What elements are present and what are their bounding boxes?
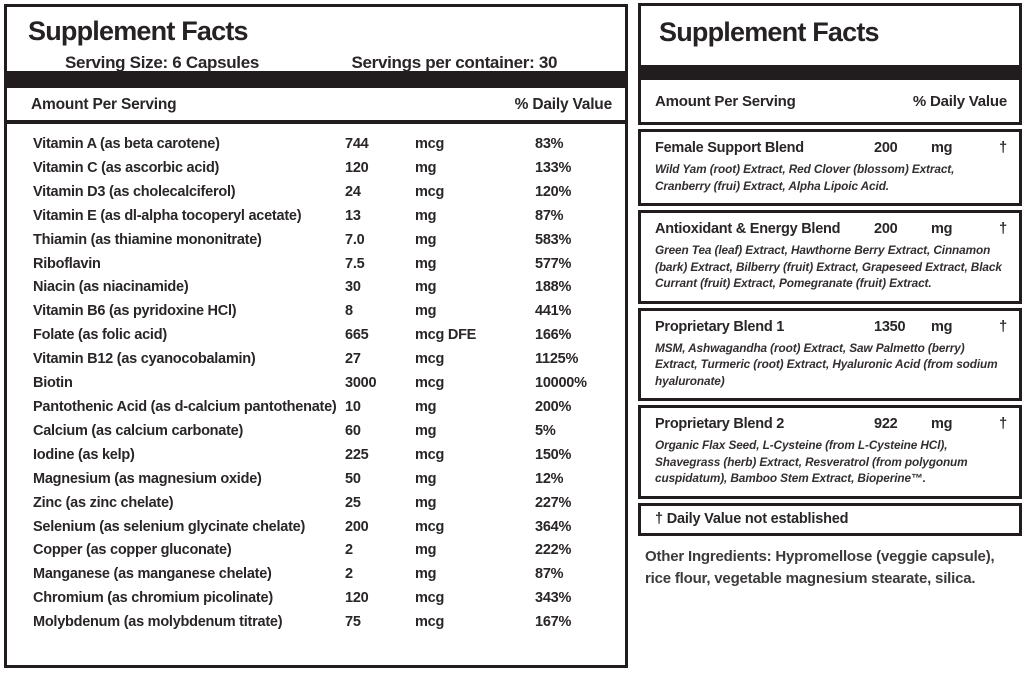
- blend-daily-value-dagger: †: [999, 416, 1007, 432]
- blend-box: [638, 129, 1022, 206]
- nutrient-row: [7, 516, 625, 540]
- blend-amount: 1350: [874, 318, 906, 335]
- nutrient-unit: mcg: [415, 518, 445, 535]
- blend-name: Antioxidant & Energy Blend: [655, 221, 841, 237]
- nutrient-amount: 7.0: [345, 231, 365, 248]
- nutrient-row: [7, 205, 625, 229]
- nutrient-daily-value: 343%: [535, 590, 572, 607]
- blend-amount: 922: [874, 416, 898, 432]
- blend-box: [638, 405, 1022, 499]
- nutrient-row: [7, 492, 625, 516]
- nutrient-amount: 225: [345, 446, 369, 463]
- left-panel-title: Supplement Facts: [28, 16, 248, 46]
- nutrient-daily-value: 150%: [535, 446, 572, 463]
- nutrient-daily-value: 1125%: [535, 351, 579, 368]
- nutrient-name: Biotin: [33, 375, 73, 392]
- nutrient-name: Selenium (as selenium glycinate chelate): [33, 518, 306, 535]
- nutrient-row: [7, 563, 625, 587]
- nutrient-row: [7, 229, 625, 253]
- nutrient-unit: mg: [415, 279, 437, 296]
- blend-amount: 200: [874, 221, 898, 237]
- nutrient-rows: [7, 124, 625, 635]
- divider-bar: [641, 65, 1019, 80]
- nutrient-daily-value: 83%: [535, 136, 564, 152]
- nutrient-amount: 744: [345, 136, 369, 152]
- nutrient-row: [7, 420, 625, 444]
- nutrient-amount: 2: [345, 542, 353, 559]
- left-panel-header: [7, 7, 625, 71]
- nutrient-name: Copper (as copper gluconate): [33, 542, 232, 559]
- nutrient-amount: 2: [345, 566, 353, 583]
- nutrient-daily-value: 87%: [535, 566, 564, 583]
- divider-bar: [7, 71, 625, 88]
- nutrient-amount: 13: [345, 207, 361, 224]
- nutrient-row: [7, 372, 625, 396]
- nutrient-name: Vitamin B12 (as cyanocobalamin): [33, 351, 256, 368]
- nutrient-daily-value: 364%: [535, 518, 572, 535]
- footnote-box: [638, 503, 1022, 536]
- nutrient-name: Molybdenum (as molybdenum titrate): [33, 614, 283, 631]
- nutrient-unit: mg: [415, 566, 437, 583]
- nutrient-daily-value: 222%: [535, 542, 572, 559]
- nutrient-amount: 120: [345, 590, 369, 607]
- servings-per-container-label: Servings per container: 30: [351, 53, 558, 72]
- nutrient-unit: mcg DFE: [415, 327, 477, 344]
- nutrient-name: Vitamin C (as ascorbic acid): [33, 159, 220, 176]
- blend-ingredients: MSM, Ashwagandha (root) Extract, Saw Palmetto (berry) Extract, Turmeric (root) Extract, Hyaluronic Acid (from sodium hyaluronate): [655, 340, 998, 388]
- nutrient-amount: 7.5: [345, 255, 365, 272]
- blend-unit: mg: [931, 140, 953, 156]
- nutrient-row: [7, 300, 625, 324]
- nutrient-name: Thiamin (as thiamine mononitrate): [33, 231, 262, 248]
- nutrient-daily-value: 10000%: [535, 375, 587, 392]
- right-panel-title: Supplement Facts: [659, 17, 879, 47]
- other-ingredients-text: Other Ingredients: Hypromellose (veggie capsule), rice flour, vegetable magnesium stearate, silica.: [645, 547, 995, 587]
- blend-unit: mg: [931, 416, 953, 432]
- serving-info-row: [65, 53, 625, 73]
- blend-unit: mg: [931, 318, 953, 335]
- right-panel: [638, 3, 1022, 590]
- nutrient-unit: mg: [415, 231, 437, 248]
- nutrient-row: [7, 324, 625, 348]
- blend-ingredients: Organic Flax Seed, L-Cysteine (from L-Cysteine HCl), Shavegrass (herb) Extract, Resveratrol (from polygonum cuspidatum), Bamboo Stem Extract, Bioperine™.: [655, 438, 968, 485]
- daily-value-label: % Daily Value: [912, 92, 1007, 110]
- right-column-header: [641, 80, 1019, 122]
- nutrient-name: Vitamin B6 (as pyridoxine HCl): [33, 303, 237, 320]
- nutrient-daily-value: 120%: [535, 183, 572, 200]
- nutrient-unit: mcg: [415, 136, 445, 152]
- nutrient-row: [7, 396, 625, 420]
- nutrient-row: [7, 444, 625, 468]
- nutrient-name: Vitamin D3 (as cholecalciferol): [33, 183, 236, 200]
- nutrient-name: Magnesium (as magnesium oxide): [33, 470, 262, 487]
- nutrient-amount: 25: [345, 494, 361, 511]
- nutrient-unit: mg: [415, 494, 437, 511]
- blend-amount: 200: [874, 140, 898, 156]
- nutrient-unit: mg: [415, 255, 437, 272]
- blend-unit: mg: [931, 221, 953, 237]
- nutrient-name: Folate (as folic acid): [33, 327, 167, 344]
- nutrient-name: Manganese (as manganese chelate): [33, 566, 272, 583]
- nutrient-amount: 27: [345, 351, 361, 368]
- right-panel-header-box: [638, 3, 1022, 125]
- nutrient-name: Calcium (as calcium carbonate): [33, 422, 244, 439]
- blend-header: [655, 140, 1007, 156]
- nutrient-daily-value: 133%: [535, 159, 572, 176]
- nutrient-row: [7, 157, 625, 181]
- nutrient-daily-value: 188%: [535, 279, 572, 296]
- nutrient-amount: 50: [345, 470, 361, 487]
- blend-ingredients: Wild Yam (root) Extract, Red Clover (blossom) Extract, Cranberry (frui) Extract, Alpha Lipoic Acid.: [655, 162, 955, 193]
- nutrient-row: [7, 133, 625, 157]
- nutrient-unit: mg: [415, 207, 437, 224]
- nutrient-daily-value: 441%: [535, 303, 572, 320]
- nutrient-daily-value: 12%: [535, 470, 564, 487]
- nutrient-name: Riboflavin: [33, 255, 101, 272]
- nutrient-amount: 200: [345, 518, 369, 535]
- nutrient-name: Pantothenic Acid (as d-calcium pantothenate): [33, 398, 337, 415]
- nutrient-amount: 24: [345, 183, 361, 200]
- nutrient-unit: mg: [415, 303, 437, 320]
- nutrient-daily-value: 87%: [535, 207, 564, 224]
- blend-box: [638, 308, 1022, 402]
- nutrient-amount: 665: [345, 327, 369, 344]
- nutrient-amount: 75: [345, 614, 361, 631]
- nutrient-row: [7, 253, 625, 277]
- left-panel: [4, 4, 628, 668]
- nutrient-unit: mg: [415, 470, 437, 487]
- nutrient-name: Niacin (as niacinamide): [33, 279, 189, 296]
- nutrient-name: Chromium (as chromium picolinate): [33, 590, 273, 607]
- nutrient-daily-value: 227%: [535, 494, 572, 511]
- nutrient-amount: 60: [345, 422, 361, 439]
- blend-header: [655, 221, 1007, 237]
- daily-value-label: % Daily Value: [514, 96, 612, 113]
- nutrient-row: [7, 468, 625, 492]
- nutrient-amount: 30: [345, 279, 361, 296]
- nutrient-unit: mg: [415, 159, 437, 176]
- blend-list: [638, 129, 1022, 499]
- blend-name: Proprietary Blend 1: [655, 318, 785, 335]
- nutrient-name: Zinc (as zinc chelate): [33, 494, 174, 511]
- nutrient-row: [7, 348, 625, 372]
- nutrient-row: [7, 587, 625, 611]
- nutrient-row: [7, 611, 625, 635]
- nutrient-name: Vitamin E (as dl-alpha tocoperyl acetate): [33, 207, 302, 224]
- nutrient-daily-value: 200%: [535, 398, 572, 415]
- blend-header: [655, 416, 1007, 432]
- nutrient-unit: mcg: [415, 183, 445, 200]
- nutrient-unit: mcg: [415, 590, 445, 607]
- nutrient-name: Iodine (as kelp): [33, 446, 135, 463]
- blend-daily-value-dagger: †: [999, 140, 1007, 156]
- nutrient-row: [7, 276, 625, 300]
- nutrient-amount: 10: [345, 398, 361, 415]
- blend-box: [638, 210, 1022, 304]
- nutrient-amount: 3000: [345, 375, 377, 392]
- nutrient-row: [7, 539, 625, 563]
- nutrient-unit: mg: [415, 422, 437, 439]
- blend-ingredients: Green Tea (leaf) Extract, Hawthorne Berry Extract, Cinnamon (bark) Extract, Bilberry (fruit) Extract, Grapeseed Extract, Black Currant (fruit) Extract, Pomegranate (fruit) Extract.: [655, 243, 1002, 290]
- nutrient-daily-value: 583%: [535, 231, 572, 248]
- blend-daily-value-dagger: †: [999, 221, 1007, 237]
- serving-size-label: Serving Size: 6 Capsules: [65, 53, 260, 72]
- blend-header: [655, 319, 1007, 335]
- nutrient-unit: mg: [415, 542, 437, 559]
- nutrient-amount: 120: [345, 159, 369, 176]
- nutrient-unit: mcg: [415, 446, 445, 463]
- amount-per-serving-label: Amount Per Serving: [31, 96, 177, 113]
- nutrient-unit: mcg: [415, 351, 445, 368]
- amount-per-serving-label: Amount Per Serving: [655, 92, 796, 110]
- left-column-header: [7, 88, 625, 124]
- footnote-text: † Daily Value not established: [655, 510, 849, 527]
- nutrient-row: [7, 181, 625, 205]
- blend-daily-value-dagger: †: [999, 318, 1007, 335]
- nutrient-daily-value: 167%: [535, 614, 572, 631]
- nutrient-unit: mcg: [415, 614, 445, 631]
- blend-name: Female Support Blend: [655, 140, 804, 156]
- nutrient-daily-value: 577%: [535, 255, 572, 272]
- blend-name: Proprietary Blend 2: [655, 416, 785, 432]
- nutrient-daily-value: 166%: [535, 327, 572, 344]
- nutrient-unit: mcg: [415, 375, 445, 392]
- nutrient-amount: 8: [345, 303, 353, 320]
- nutrient-daily-value: 5%: [535, 422, 556, 439]
- nutrient-unit: mg: [415, 398, 437, 415]
- nutrient-name: Vitamin A (as beta carotene): [33, 136, 220, 152]
